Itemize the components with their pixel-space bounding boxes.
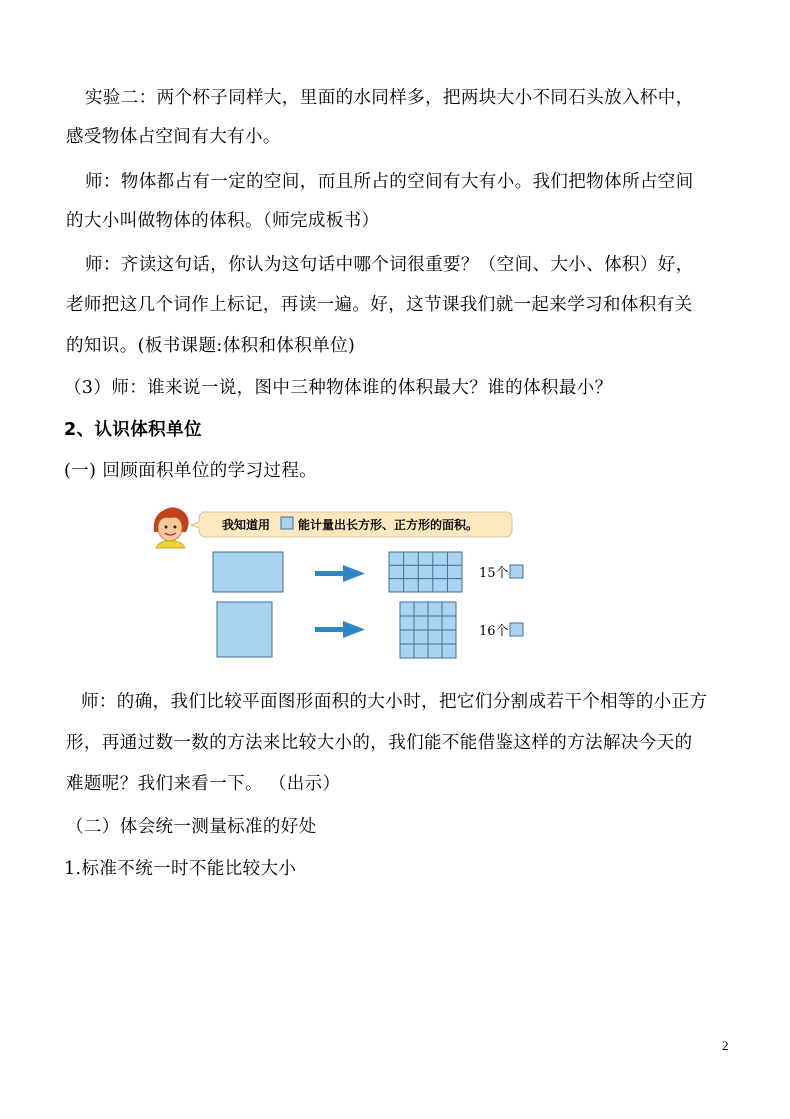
text-line: 的知识。(板书课题:体积和体积单位) bbox=[66, 336, 356, 356]
count-label-row1: 15个 bbox=[479, 566, 509, 581]
grid-rectangle-15 bbox=[389, 552, 462, 592]
unit-square-icon bbox=[510, 623, 523, 636]
bubble-text-suffix: 能计量出长方形、正方形的面积。 bbox=[298, 518, 479, 532]
text-line: 的大小叫做物体的体积。（师完成板书） bbox=[66, 211, 380, 231]
question-3: （3）师：谁来说一说，图中三种物体谁的体积最大？谁的体积最小？ bbox=[64, 378, 613, 398]
list-item: 1.标准不统一时不能比较大小 bbox=[64, 859, 297, 879]
boy-avatar bbox=[154, 507, 189, 548]
text-line: 难题呢？我们来看一下。 （出示） bbox=[66, 774, 341, 794]
text-line: 老师把这几个词作上标记，再读一遍。好，这节课我们就一起来学习和体积有关 bbox=[66, 295, 693, 315]
text-line: 形，再通过数一数的方法来比较大小的，我们能不能借鉴这样的方法解决今天的 bbox=[66, 733, 693, 753]
text-line: 实验二：两个杯子同样大，里面的水同样多，把两块大小不同石头放入杯中， bbox=[85, 88, 694, 108]
text-line: 师：的确，我们比较平面图形面积的大小时，把它们分割成若干个相等的小正方 bbox=[81, 692, 708, 712]
arrow-right-icon bbox=[315, 621, 365, 638]
subsection-heading: （二）体会统一测量标准的好处 bbox=[66, 817, 317, 837]
rectangle-shape bbox=[213, 552, 283, 592]
square-shape bbox=[217, 602, 272, 657]
area-unit-figure bbox=[150, 500, 525, 665]
count-label-row2: 16个 bbox=[479, 624, 509, 639]
arrow-right-icon bbox=[315, 565, 365, 582]
text-line: 感受物体占空间有大有小。 bbox=[66, 127, 281, 147]
bubble-text-prefix: 我知道用 bbox=[222, 518, 271, 532]
text-line: 师：物体都占有一定的空间，而且所占的空间有大有小。我们把物体所占空间 bbox=[85, 172, 694, 192]
subsection-heading: (一) 回顾面积单位的学习过程。 bbox=[64, 461, 318, 481]
unit-square-icon bbox=[281, 517, 293, 529]
section-heading: 2、认识体积单位 bbox=[64, 420, 202, 440]
speech-bubble bbox=[191, 512, 512, 537]
grid-square-16 bbox=[400, 602, 456, 658]
text-line: 师：齐读这句话，你认为这句话中哪个词很重要？（空间、大小、体积）好， bbox=[85, 255, 694, 275]
area-unit-illustration bbox=[150, 500, 525, 665]
unit-square-icon bbox=[510, 565, 523, 578]
page-number: 2 bbox=[722, 1038, 729, 1053]
